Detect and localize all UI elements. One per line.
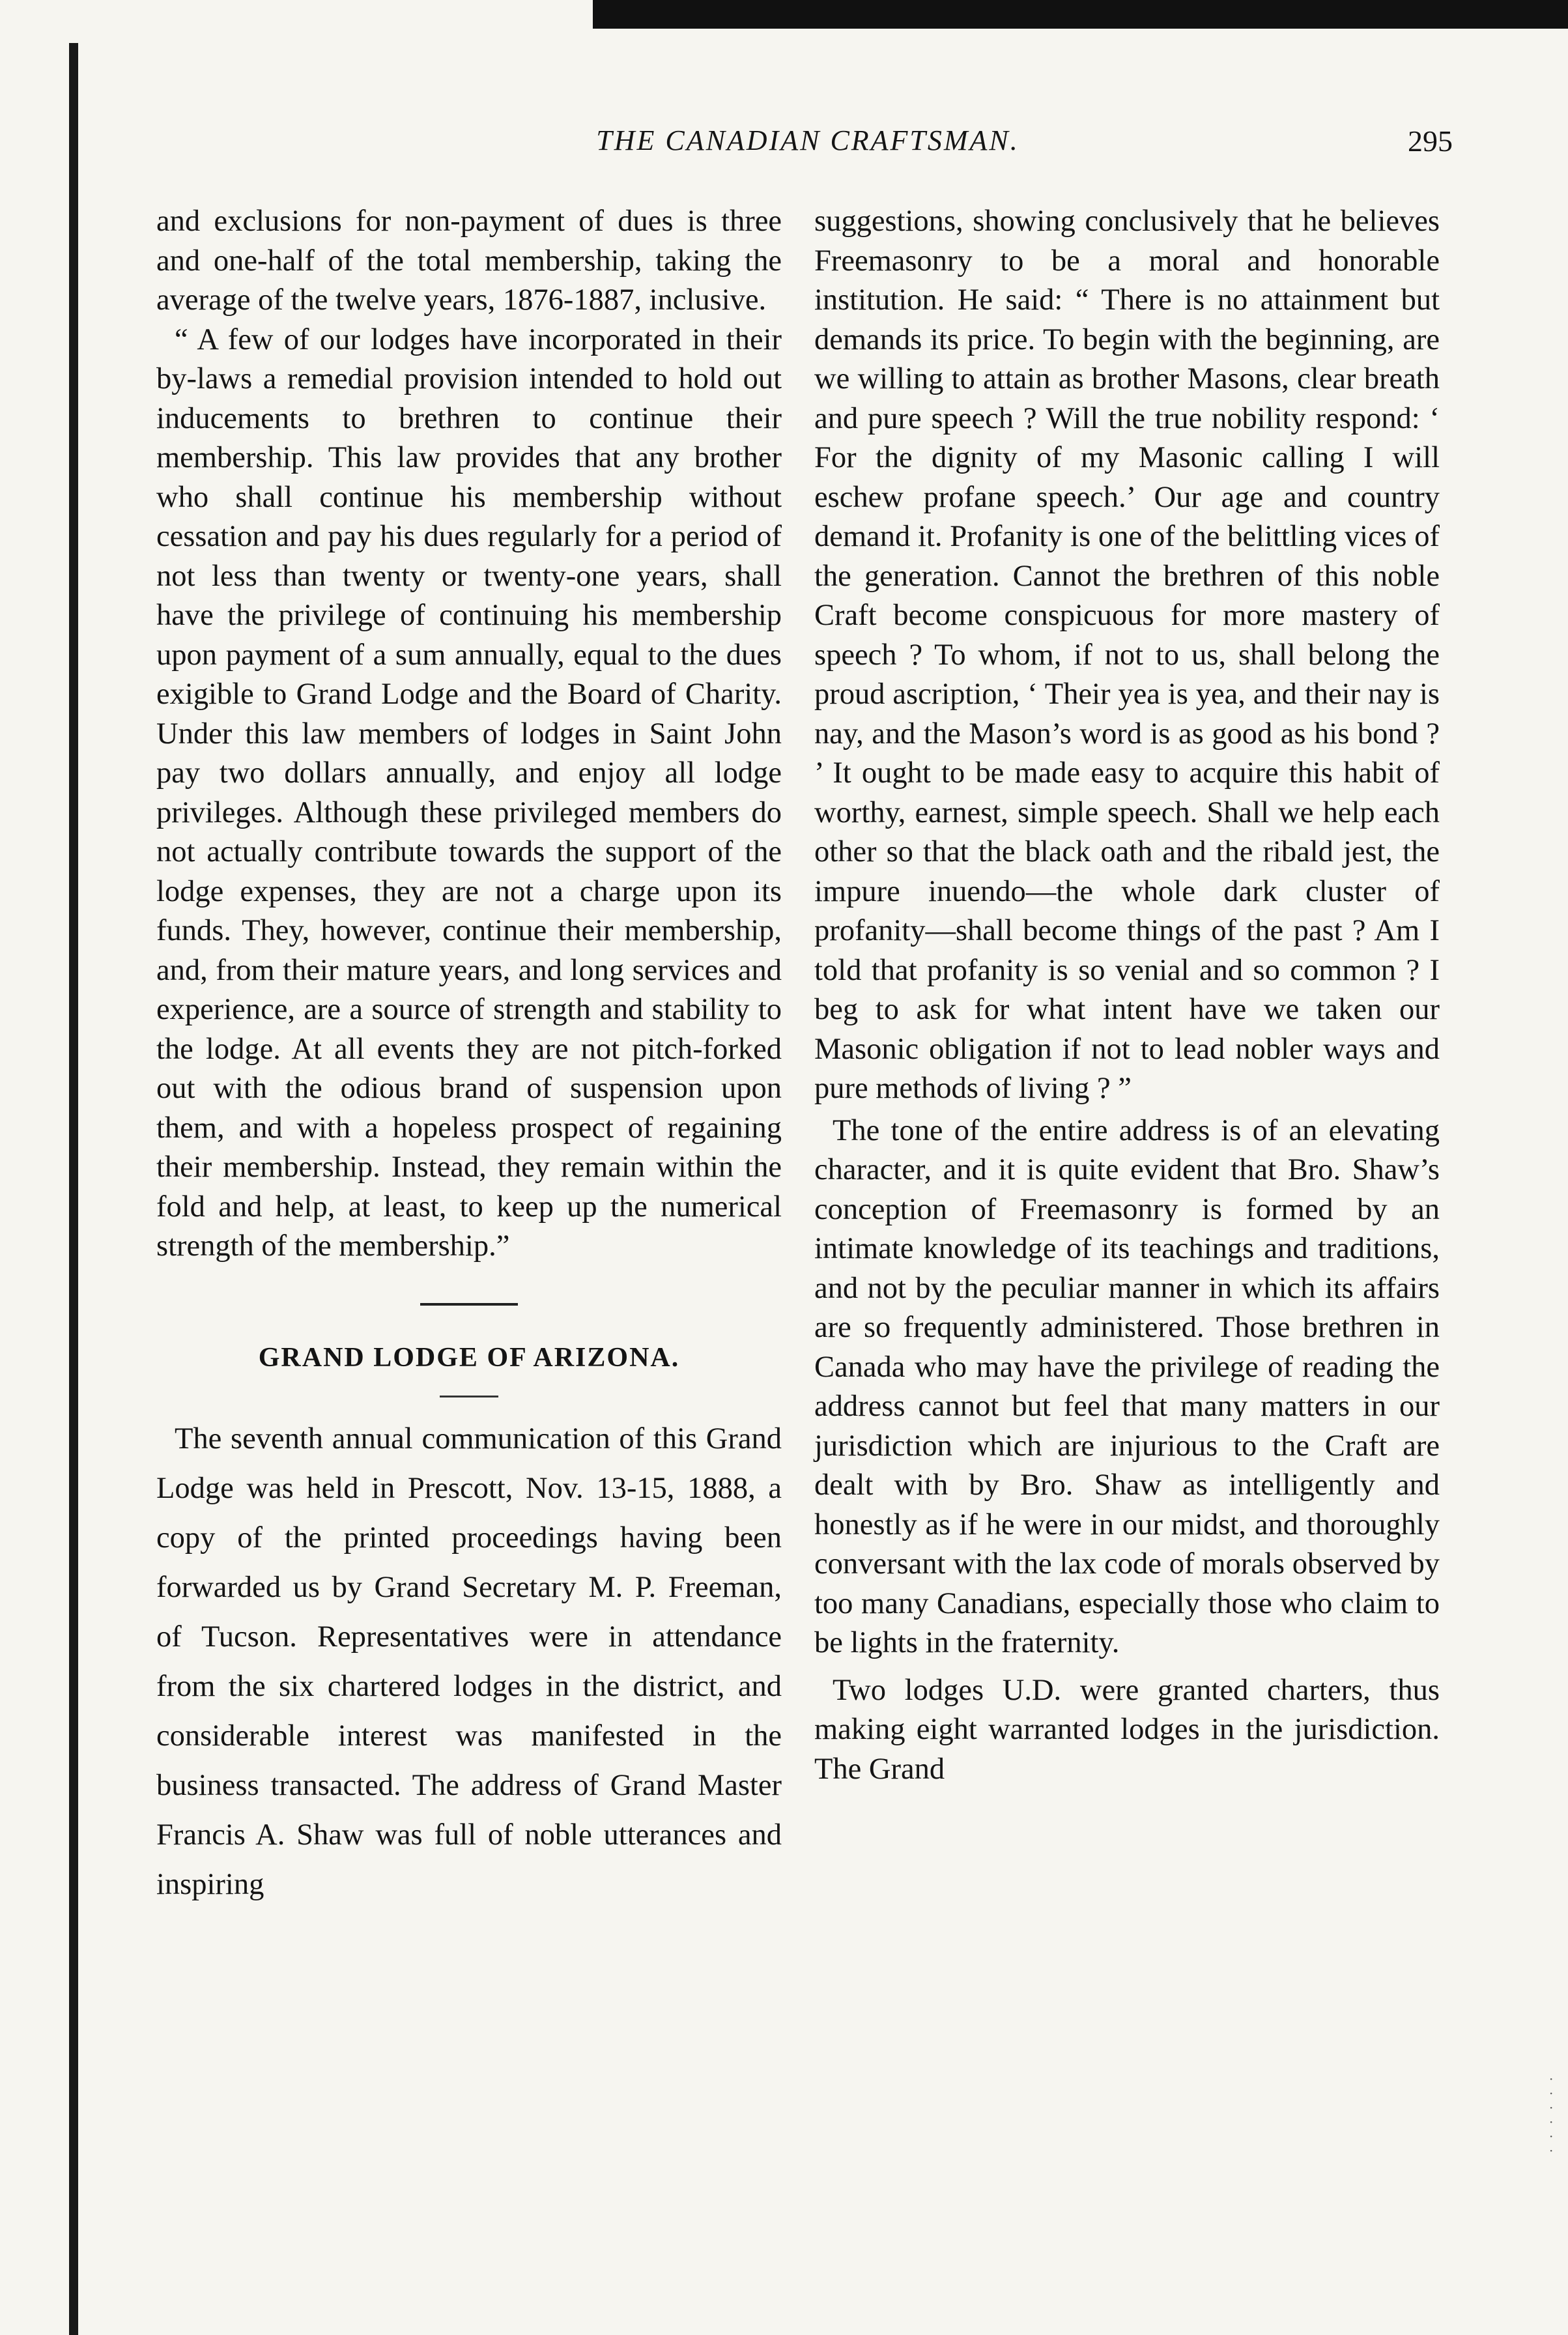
- heading-divider: [440, 1396, 498, 1397]
- right-paragraph-3: Two lodges U.D. were granted charters, thus making eight warranted lodges in the jurisdiction. The Grand: [814, 1673, 1440, 1786]
- running-title: THE CANADIAN CRAFTSMAN.: [596, 124, 1019, 156]
- section-heading: GRAND LODGE OF ARIZONA.: [258, 1342, 680, 1373]
- page-number: 295: [1408, 124, 1453, 158]
- left-paragraph-1: and exclusions for non-payment of dues is three and one-half of the total membership, taking the average of the twelve years, 1876-1887, inclusive.: [156, 205, 782, 317]
- section-divider: [420, 1303, 518, 1306]
- right-paragraph-2: The tone of the entire address is of an elevating character, and it is quite evident that Bro. Shaw’s conception of Freemasonry is formed by an intimate knowledge of its teachings and traditions, and not by the peculiar manner in which its affairs are so frequently administered. Those brethren in Canada who may have the privilege of reading the address cannot but feel that many matters in our jurisdiction which are injurious to the Craft are dealt with by Bro. Shaw as intelligently and honestly as if he were in our midst, and thoroughly conversant with the lax code of morals observed by too many Canadians, especially those who claim to be lights in the fraternity.: [814, 1113, 1440, 1659]
- page-header: [163, 124, 1453, 182]
- top-edge-rule: [593, 0, 1568, 29]
- right-paragraph-1: suggestions, showing conclusively that he believes Freemasonry to be a moral and honorable institution. He said: “ There is no attainment but demands its price. To begin with the beginning, are we willing to attain as brother Masons, clear breath and pure speech ? Will the true nobility respond: ‘ For the dignity of my Masonic calling I will eschew profane speech.’ Our age and country demand it. Profanity is one of the belittling vices of the generation. Cannot the brethren of this noble Craft become conspicuous for more mastery of speech ? To whom, if not to us, shall belong the proud ascription, ‘ Their yea is yea, and their nay is nay, and the Mason’s word is as good as his bond ? ’ It ought to be made easy to acquire this habit of worthy, earnest, simple speech. Shall we help each other so that the black oath and the ribald jest, the impure inuendo—the whole dark cluster of profanity—shall become things of the past ? Am I told that profanity is so venial and so common ? I beg to ask for what intent have we taken our Masonic obligation if not to lead nobler ways and pure methods of living ? ”: [814, 205, 1440, 1105]
- left-paragraph-2: “ A few of our lodges have incorporated in their by-laws a remedial provision intended to hold out inducements to brethren to continue their membership. This law provides that any brother who shall continue his membership without cessation and pay his dues regularly for a period of not less than twenty or twenty-one years, shall have the privilege of continuing his membership upon payment of a sum annually, equal to the dues exigible to Grand Lodge and the Board of Charity. Under this law members of lodges in Saint John pay two dollars annually, and enjoy all lodge privileges. Although these privileged members do not actually contribute towards the support of the lodge expenses, they are not a charge upon its funds. They, however, continue their membership, and, from their mature years, and long services and experience, are a source of strength and stability to the lodge. At all events they are not pitch-forked out with the odious brand of suspension upon them, and with a hopeless prospect of regaining their membership. Instead, they remain within the fold and help, at least, to keep up the numerical strength of the membership.”: [156, 322, 782, 1263]
- page-binding-edge: [69, 43, 78, 2335]
- left-paragraph-3: The seventh annual communication of this Grand Lodge was held in Prescott, Nov. 13-15, 1888, a copy of the printed proceedings having been forwarded us by Grand Secretary M. P. Freeman, of Tucson. Representatives were in attendance from the six chartered lodges in the district, and considerable interest was manifested in the business transacted. The address of Grand Master Francis A. Shaw was full of noble utterances and inspiring: [156, 1422, 782, 1901]
- right-column: [814, 202, 1440, 1789]
- left-column: [156, 202, 782, 1910]
- margin-marks: · · · · · ·: [1549, 2071, 1554, 2158]
